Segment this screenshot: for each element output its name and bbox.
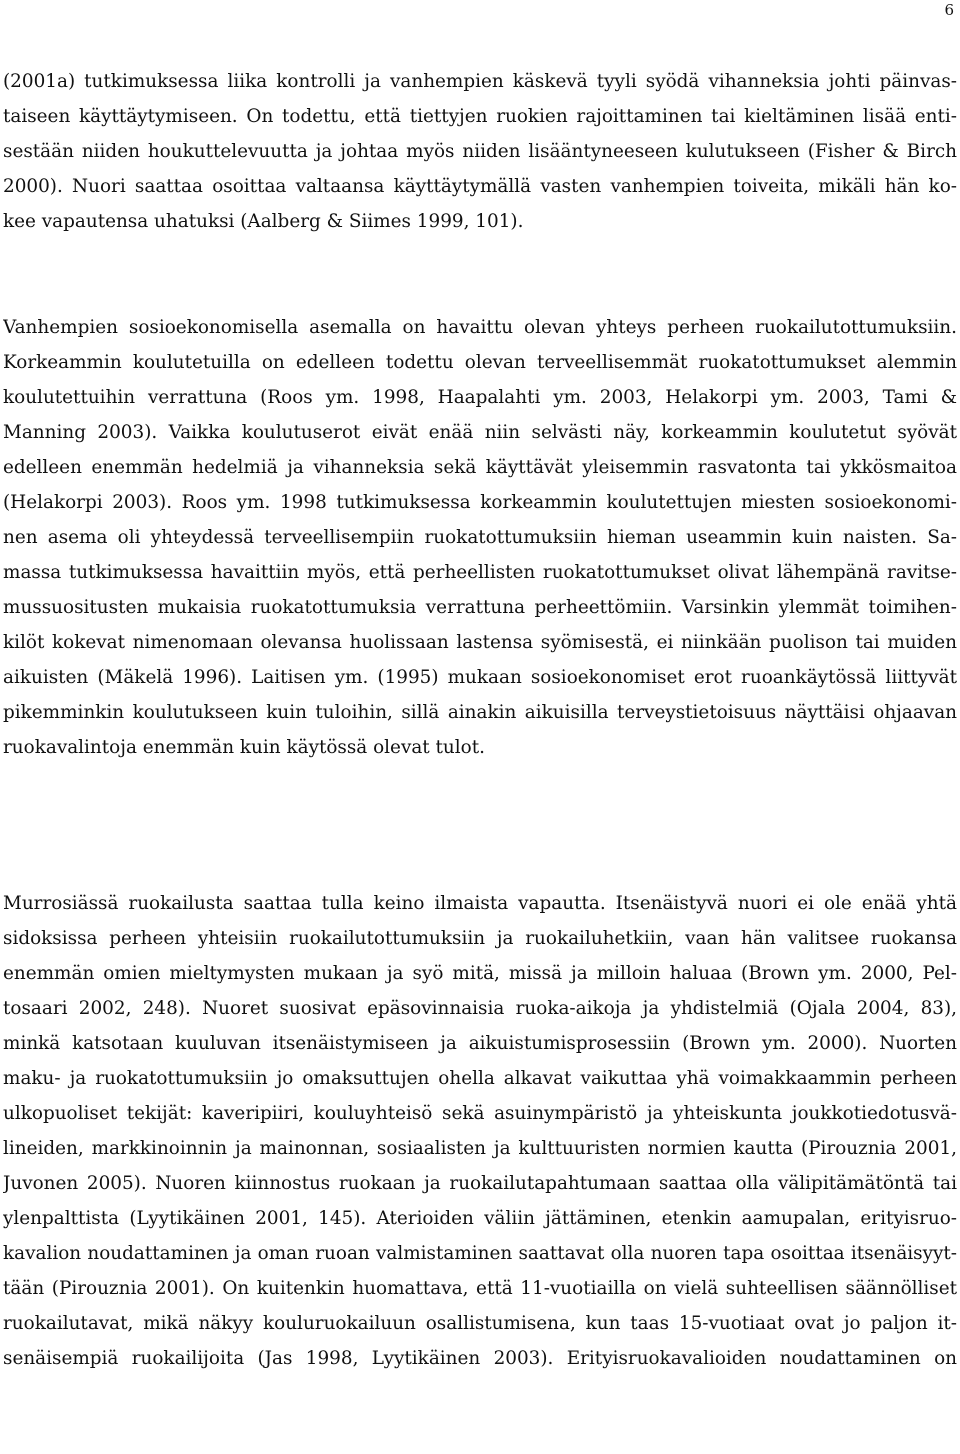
paragraph-line: senäisempiä ruokailijoita (Jas 1998, Lyytikäinen 2003). Erityisruokavalioiden noudattaminen on: [3, 1348, 957, 1369]
paragraph-line: pikemminkin koulutukseen kuin tuloihin, sillä ainakin aikuisilla terveystietoisuus näyttäisi ohjaavan: [3, 702, 957, 723]
paragraph-1: [3, 64, 957, 239]
paragraph-line: tään (Pirouznia 2001). On kuitenkin huomattava, että 11-vuotiailla on vielä suhteellisen säännölliset: [3, 1278, 957, 1299]
page-number: 6: [944, 1, 954, 19]
paragraph-line: ylenpalttista (Lyytikäinen 2001, 145). Aterioiden väliin jättäminen, etenkin aamupalan, erityisruo-: [3, 1208, 957, 1229]
paragraph-line: sidoksissa perheen yhteisiin ruokailutottumuksiin ja ruokailuhetkiin, vaan hän valitsee ruokansa: [3, 928, 957, 949]
paragraph-line: lineiden, markkinoinnin ja mainonnan, sosiaalisten ja kulttuuristen normien kautta (Pirouznia 2001,: [3, 1138, 957, 1159]
paragraph-3: [3, 886, 957, 1376]
paragraph-2: [3, 310, 957, 765]
paragraph-line: ruokavalintoja enemmän kuin käytössä olevat tulot.: [3, 737, 485, 758]
paragraph-line: Manning 2003). Vaikka koulutuserot eivät enää niin selvästi näy, korkeammin koulutetut syövät: [3, 422, 957, 443]
paragraph-line: 2000). Nuori saattaa osoittaa valtaansa käyttäytymällä vasten vanhempien toiveita, mikäli hän ko-: [3, 176, 957, 197]
paragraph-line: edelleen enemmän hedelmiä ja vihanneksia sekä käyttävät yleisemmin rasvatonta tai ykkösmaitoa: [3, 457, 957, 478]
paragraph-line: mussuositusten mukaisia ruokatottumuksia verrattuna perheettömiin. Varsinkin ylemmät toimihen-: [3, 597, 957, 618]
paragraph-line: massa tutkimuksessa havaittiin myös, että perheellisten ruokatottumukset olivat lähempänä ravitse-: [3, 562, 957, 583]
paragraph-line: ruokailutavat, mikä näkyy kouluruokailuun osallistumisena, kun taas 15-vuotiaat ovat jo paljon it-: [3, 1313, 957, 1334]
paragraph-line: kilöt kokevat nimenomaan olevansa huolissaan lastensa syömisestä, ei niinkään puolison tai muiden: [3, 632, 957, 653]
paragraph-line: minkä katsotaan kuuluvan itsenäistymiseen ja aikuistumisprosessiin (Brown ym. 2000). Nuorten: [3, 1033, 957, 1054]
paragraph-line: Murrosiässä ruokailusta saattaa tulla keino ilmaista vapautta. Itsenäistyvä nuori ei ole enää yhtä: [3, 893, 957, 914]
paragraph-line: (Helakorpi 2003). Roos ym. 1998 tutkimuksessa korkeammin koulutettujen miesten sosioekonomi-: [3, 492, 957, 513]
paragraph-line: kee vapautensa uhatuksi (Aalberg & Siimes 1999, 101).: [3, 211, 524, 232]
paragraph-line: enemmän omien mieltymysten mukaan ja syö mitä, missä ja milloin haluaa (Brown ym. 2000, Pel-: [3, 963, 957, 984]
paragraph-line: maku- ja ruokatottumuksiin jo omaksuttujen ohella alkavat vaikuttaa yhä voimakkaammin perheen: [3, 1068, 957, 1089]
paragraph-line: tosaari 2002, 248). Nuoret suosivat epäsovinnaisia ruoka-aikoja ja yhdistelmiä (Ojala 2004, 83),: [3, 998, 957, 1019]
paragraph-line: Korkeammin koulutetuilla on edelleen todettu olevan terveellisemmät ruokatottumukset alemmin: [3, 352, 957, 373]
paragraph-line: aikuisten (Mäkelä 1996). Laitisen ym. (1995) mukaan sosioekonomiset erot ruoankäytössä liittyvät: [3, 667, 957, 688]
paragraph-line: (2001a) tutkimuksessa liika kontrolli ja vanhempien käskevä tyyli syödä vihanneksia johti päinvas-: [3, 71, 957, 92]
paragraph-line: koulutettuihin verrattuna (Roos ym. 1998, Haapalahti ym. 2003, Helakorpi ym. 2003, Tami &: [3, 387, 957, 408]
paragraph-line: kavalion noudattaminen ja oman ruoan valmistaminen saattavat olla nuoren tapa osoittaa itsenäisyyt-: [3, 1243, 957, 1264]
paragraph-line: sestään niiden houkuttelevuutta ja johtaa myös niiden lisääntyneeseen kulutukseen (Fisher & Birch: [3, 141, 957, 162]
paragraph-line: Juvonen 2005). Nuoren kiinnostus ruokaan ja ruokailutapahtumaan saattaa olla välipitämätöntä tai: [3, 1173, 957, 1194]
paragraph-line: taiseen käyttäytymiseen. On todettu, että tiettyjen ruokien rajoittaminen tai kieltäminen lisää enti-: [3, 106, 957, 127]
paragraph-line: nen asema oli yhteydessä terveellisempiin ruokatottumuksiin hieman useammin kuin naisten. Sa-: [3, 527, 957, 548]
paragraph-line: Vanhempien sosioekonomisella asemalla on havaittu olevan yhteys perheen ruokailutottumuksiin.: [3, 317, 957, 338]
paragraph-line: ulkopuoliset tekijät: kaveripiiri, kouluyhteisö sekä asuinympäristö ja yhteiskunta joukkotiedotusvä-: [3, 1103, 957, 1124]
